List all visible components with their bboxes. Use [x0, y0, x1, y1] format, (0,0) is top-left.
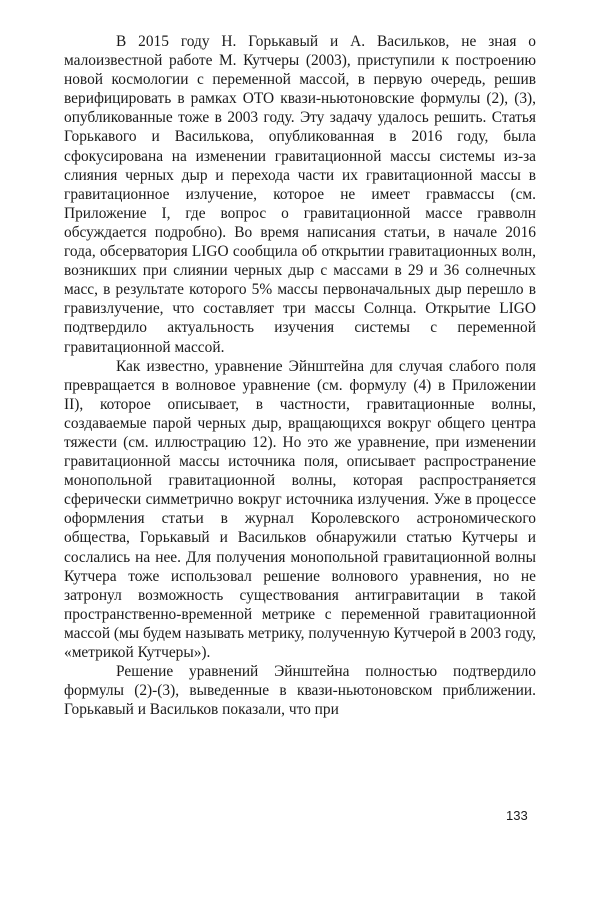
paragraph-2: Как известно, уравнение Эйнштейна для случая слабого поля превращается в волновое уравнение (см. формулу (4) в Приложении II), которое описывает, в частности, гравитационные волны, создаваемые парой черных дыр, вращающихся вокруг общего центра тяжести (см. иллюстрацию 12). Но это же уравнение, при изменении гравитационной массы источника поля, описывает распространение монопольной гравитационной волны, которая распространяется сферически симметрично вокруг источника излучения. Уже в процессе оформления статьи в журнал Королевского астрономического общества, Горькавый и Васильков обнаружили статью Кутчеры и сослались на нее. Для получения монопольной гравитационной волны Кутчера тоже использовал решение волнового уравнения, но не затронул возможность существования антигравитации в такой пространственно-временной метрике с переменной гравитационной массой (мы будем называть метрику, полученную Кутчерой в 2003 году, «метрикой Кутчеры»). — [64, 357, 536, 661]
page-body — [64, 32, 536, 719]
paragraph-3: Решение уравнений Эйнштейна полностью подтвердило формулы (2)-(3), выведенные в квази-ньютоновском приближении. Горькавый и Васильков показали, что при — [64, 663, 536, 719]
page-number: 133 — [506, 808, 528, 823]
paragraph-1: В 2015 году Н. Горькавый и А. Васильков, не зная о малоизвестной работе М. Кутчеры (2003), приступили к построению новой космологии с переменной массой, в первую очередь, решив верифицировать в рамках ОТО квази-ньютоновские формулы (2), (3), опубликованные тоже в 2003 году. Эту задачу удалось решить. Статья Горькавого и Василькова, опубликованная в 2016 году, была сфокусирована на изменении гравитационной массы системы из-за слияния черных дыр и перехода части их гравитационной массы в гравитационное излучение, которое не имеет гравмассы (см. Приложение I, где вопрос о гравитационной массе гравволн обсуждается подробно). Во время написания статьи, в начале 2016 года, обсерватория LIGO сообщила об открытии гравитационных волн, возникших при слиянии черных дыр с массами в 29 и 36 солнечных масс, в результате которого 5% массы первоначальных дыр перешло в гравизлучение, что составляет три массы Солнца. Открытие LIGO подтвердило актуальность изучения системы с переменной гравитационной массой. — [64, 33, 536, 356]
